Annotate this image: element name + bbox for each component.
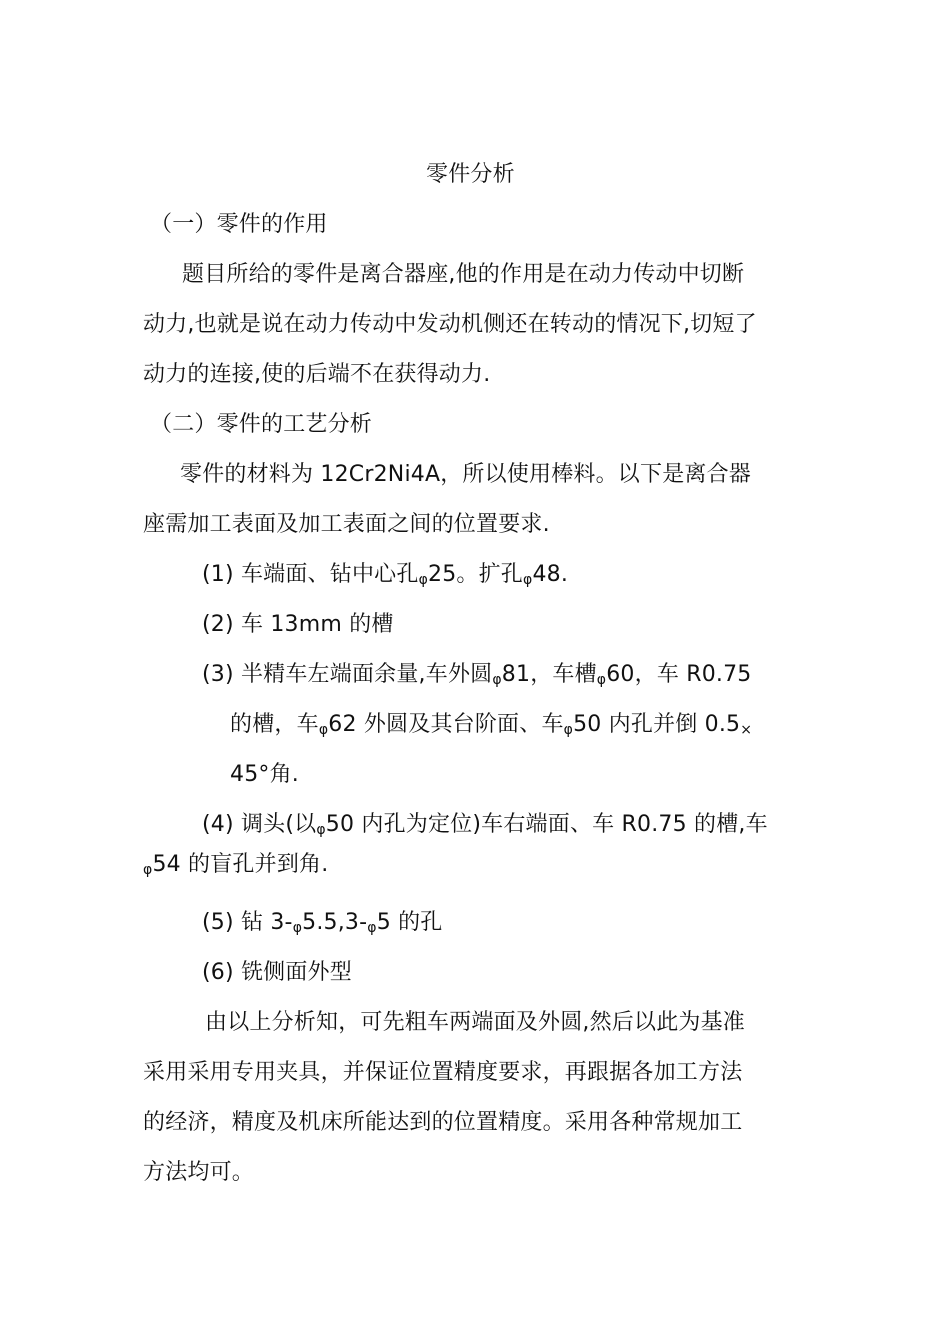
diameter-symbol: φ [318, 722, 329, 738]
list-item-3-line-1 [202, 660, 752, 695]
list-item-4-line-1 [202, 810, 768, 845]
list-item-1 [202, 560, 568, 595]
text-segment: 48. [532, 562, 569, 587]
section-1-line-3: 动力的连接,使的后端不在获得动力. [143, 362, 491, 387]
section-1-line-2: 动力,也就是说在动力传动中发动机侧还在转动的情况下,切短了 [143, 312, 757, 337]
section-1-line-1: 题目所给的零件是离合器座,他的作用是在动力传动中切断 [182, 262, 745, 287]
text-segment: 25。扩孔 [428, 562, 523, 587]
section-2-intro-line-2: 座需加工表面及加工表面之间的位置要求. [143, 512, 550, 537]
times-symbol: × [740, 722, 753, 738]
diameter-symbol: φ [316, 822, 326, 838]
diameter-symbol: φ [492, 672, 502, 688]
diameter-symbol: φ [523, 572, 533, 588]
list-item-4-line-2 [143, 850, 328, 885]
diameter-symbol: φ [596, 672, 607, 688]
diameter-symbol: φ [563, 722, 574, 738]
text-segment: 50 内孔为定位)车右端面、车 R0.75 的槽,车 [325, 812, 768, 837]
list-item-3-line-3: 45°角. [230, 762, 299, 787]
text-segment: 54 的盲孔并到角. [152, 852, 329, 877]
section-2-heading: （二）零件的工艺分析 [150, 412, 373, 437]
list-item-5 [202, 908, 442, 943]
text-segment: 的槽，车 [230, 712, 319, 737]
diameter-symbol: φ [418, 572, 428, 588]
document-title: 零件分析 [426, 162, 515, 187]
text-segment: 62 外圆及其台阶面、车 [328, 712, 564, 737]
text-segment: 5 的孔 [376, 910, 443, 935]
text-segment: 60，车 R0.75 [606, 662, 752, 687]
diameter-symbol: φ [143, 862, 153, 878]
list-item-2: (2) 车 13mm 的槽 [202, 612, 394, 637]
text-segment: 81，车槽 [501, 662, 597, 687]
conclusion-line-3: 的经济，精度及机床所能达到的位置精度。采用各种常规加工 [143, 1110, 743, 1135]
text-segment: 50 内孔并倒 0.5 [573, 712, 741, 737]
text-segment: (5) 钻 3- [202, 910, 293, 935]
text-segment: (3) 半精车左端面余量,车外圆 [202, 662, 493, 687]
conclusion-line-4: 方法均可。 [143, 1160, 255, 1185]
diameter-symbol: φ [292, 920, 303, 936]
list-item-3-line-2 [230, 710, 752, 745]
text-segment: 5.5,3- [302, 910, 368, 935]
conclusion-line-2: 采用采用专用夹具，并保证位置精度要求，再跟据各加工方法 [143, 1060, 743, 1085]
diameter-symbol: φ [367, 920, 377, 936]
text-segment: (4) 调头(以 [202, 812, 317, 837]
text-segment: (1) 车端面、钻中心孔 [202, 562, 419, 587]
section-1-heading: （一）零件的作用 [150, 212, 328, 237]
conclusion-line-1: 由以上分析知，可先粗车两端面及外圆,然后以此为基准 [205, 1010, 745, 1035]
section-2-intro-line-1: 零件的材料为 12Cr2Ni4A，所以使用棒料。以下是离合器 [180, 462, 752, 487]
list-item-6: (6) 铣侧面外型 [202, 960, 352, 985]
